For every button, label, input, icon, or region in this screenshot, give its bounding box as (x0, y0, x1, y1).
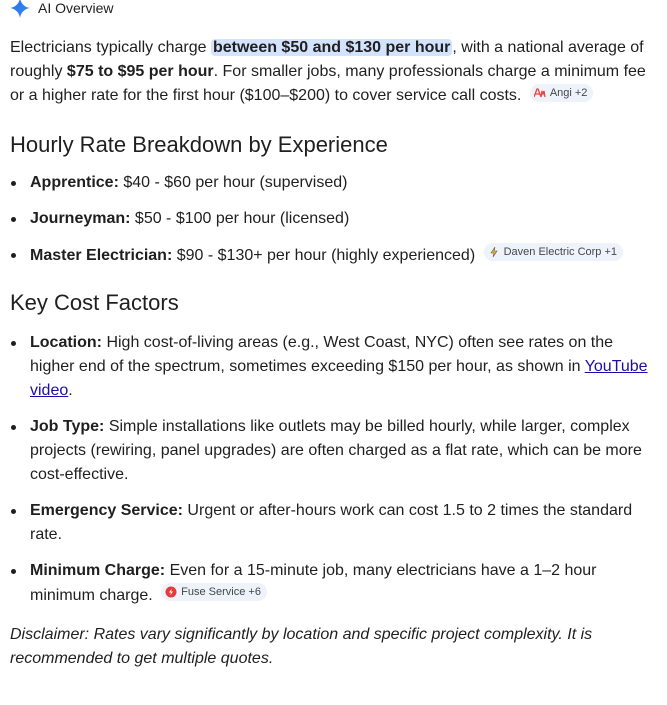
source-chip-fuse[interactable]: Fuse Service +6 (161, 583, 267, 601)
list-item: Master Electrician: $90 - $130+ per hour (highly experienced) Daven Electric Corp +1 (10, 243, 658, 268)
factors-heading: Key Cost Factors (10, 290, 179, 315)
list-item: Journeyman: $50 - $100 per hour (licensed) (10, 207, 658, 231)
highlighted-range: between $50 and $130 per hour (212, 39, 451, 56)
factors-list (10, 331, 658, 608)
list-item: Emergency Service: Urgent or after-hours work can cost 1.5 to 2 times the standard rate. (10, 499, 658, 547)
youtube-video-link[interactable]: YouTube video (30, 358, 648, 399)
ai-overview (10, 0, 658, 671)
source-chip-daven[interactable]: Daven Electric Corp +1 (484, 243, 623, 261)
intro-paragraph: Electricians typically charge between $50 and $130 per hour , with a national average of roughly $75 to $95 per hour. For smaller jobs, many professionals charge a minimum fee or a higher rate for the first hour ($100–$200) to cover service call costs. Angi +2 (10, 39, 646, 104)
sparkle-icon (10, 0, 30, 18)
ai-overview-title: AI Overview (38, 0, 114, 16)
rates-list (10, 171, 658, 268)
intro-text: Electricians typically charge (10, 39, 211, 56)
list-item: Apprentice: $40 - $60 per hour (supervised) (10, 171, 658, 195)
list-item: Job Type: Simple installations like outlets may be billed hourly, while larger, complex projects (rewiring, panel upgrades) are often charged as a flat rate, which can be more cost-effective. (10, 415, 658, 487)
daven-logo-icon (488, 246, 500, 258)
angi-logo-icon (534, 87, 546, 99)
list-item: Location: High cost-of-living areas (e.g., West Coast, NYC) often see rates on the higher end of the spectrum, sometimes exceeding $150 per hour, as shown in YouTube video. (10, 331, 658, 403)
average-rate: $75 to $95 per hour (66, 63, 214, 80)
disclaimer: Disclaimer: Rates vary significantly by location and specific project complexity. It is recommended to get multiple quotes. (10, 626, 593, 667)
rates-heading: Hourly Rate Breakdown by Experience (10, 132, 388, 157)
list-item: Minimum Charge: Even for a 15-minute job, many electricians have a 1–2 hour minimum charge. Fuse Service +6 (10, 559, 658, 608)
ai-overview-header (10, 0, 658, 17)
fuse-logo-icon (165, 586, 177, 598)
source-chip-angi[interactable]: Angi +2 (530, 84, 594, 102)
